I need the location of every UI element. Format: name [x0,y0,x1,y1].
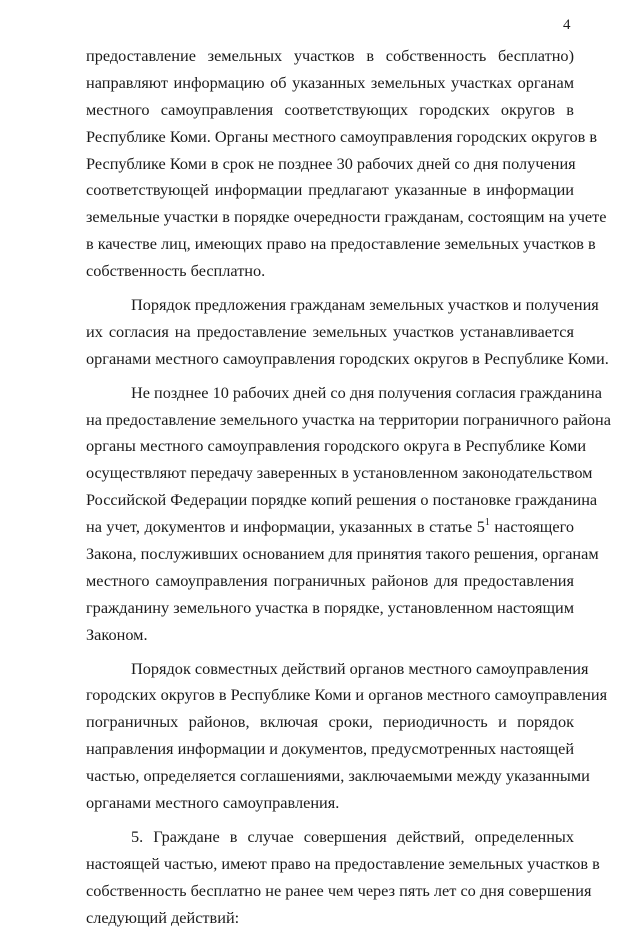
paragraph-5 [86,824,600,932]
page-number: 4 [563,17,571,33]
paragraph-2 [86,292,609,373]
text-line: следующий действий: [86,907,240,927]
text-line: их согласия на предоставление земельных участков устанавливается [86,321,574,341]
text-line: Республике Коми в срок не позднее 30 рабочих дней со дня получения [86,153,576,173]
text-line: осуществляют передачу заверенных в установленном законодательством [86,463,593,483]
text-line: Не позднее 10 рабочих дней со дня получения согласия гражданина [131,382,602,402]
text-line: направляют информацию об указанных земельных участках органам [86,72,574,92]
text-line: пограничных районов, включая сроки, периодичность и порядок [86,712,574,732]
document-body [86,43,611,932]
text-line: Порядок предложения гражданам земельных участков и получения [131,295,599,315]
text-line: настоящей частью, имеют право на предоставление земельных участков в [86,853,600,873]
text-line: Порядок совместных действий органов местного самоуправления [131,658,589,678]
text-line: на предоставление земельного участка на территории пограничного района [86,409,611,429]
text-line: местного самоуправления соответствующих городских округов в [86,99,574,119]
text-line: гражданину земельного участка в порядке, установленном настоящим [86,597,574,617]
text-line: Закона, послуживших основанием для принятия такого решения, органам [86,544,599,564]
text-line: органы местного самоуправления городского округа в Республике Коми [86,436,587,456]
paragraph-4 [86,656,608,817]
text-line-with-footnote [86,514,574,541]
text-line: собственность бесплатно не ранее чем через пять лет со дня совершения [86,880,592,900]
text-line: предоставление земельных участков в собственность бесплатно) [86,46,574,65]
text-line: земельные участки в порядке очередности гражданам, состоящим на учете [86,207,607,227]
text-line: городских округов в Республике Коми и органов местного самоуправления [86,685,608,705]
paragraph-1 [86,43,607,285]
text-line: Российской Федерации порядке копий решения о постановке гражданина [86,490,598,510]
text-line: собственность бесплатно. [86,261,266,281]
text-line: Законом. [86,624,148,644]
text-segment: на учет, документов и информации, указанных в статье 5 [86,517,485,537]
text-line: местного самоуправления пограничных районов для предоставления [86,570,574,590]
text-line: органами местного самоуправления городских округов в Республике Коми. [86,348,609,368]
text-line: органами местного самоуправления. [86,793,340,813]
text-line: соответствующей информации предлагают указанные в информации [86,180,574,200]
text-line: 5. Граждане в случае совершения действий, определенных [131,826,574,846]
text-segment: настоящего [489,517,574,537]
text-line: Республике Коми. Органы местного самоуправления городских округов в [86,126,598,146]
text-line: частью, определяется соглашениями, заключаемыми между указанными [86,766,590,786]
paragraph-3 [86,380,611,649]
superscript: 1 [484,517,490,529]
text-line: в качестве лиц, имеющих право на предоставление земельных участков в [86,234,596,254]
text-line: направления информации и документов, предусмотренных настоящей [86,739,575,759]
